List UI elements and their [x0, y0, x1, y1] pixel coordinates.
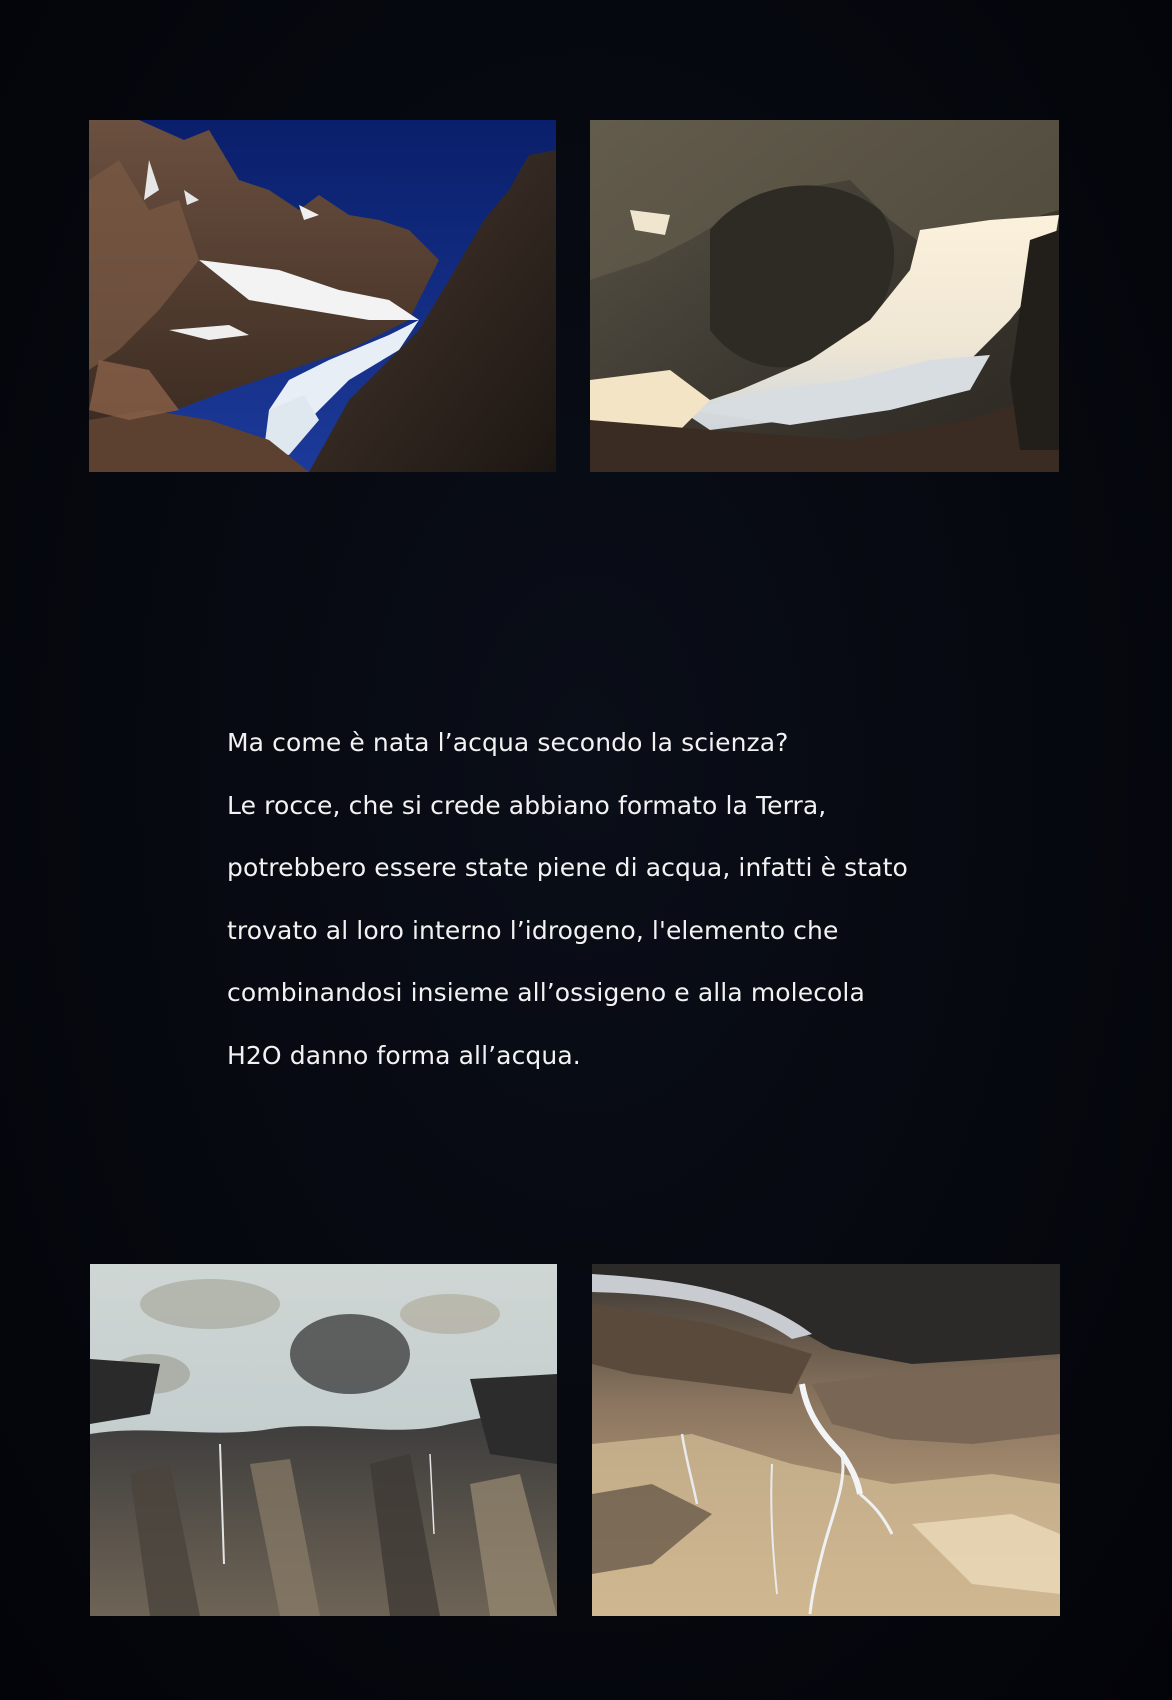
text-line-2: Le rocce, che si crede abbiano formato la Terra, — [227, 790, 827, 820]
text-line-6: H2O danno forma all’acqua. — [227, 1040, 581, 1070]
glacier-tongue-image — [590, 120, 1059, 472]
mountain-peaks-image — [89, 120, 556, 472]
ice-cliff-image — [90, 1264, 557, 1616]
body-text — [227, 712, 987, 1087]
text-line-4: trovato al loro interno l’idrogeno, l'elemento che — [227, 915, 839, 945]
text-line-1: Ma come è nata l’acqua secondo la scienza? — [227, 728, 789, 757]
text-line-3: potrebbero essere state piene di acqua, infatti è stato — [227, 853, 908, 882]
photo-waterfall-slope — [592, 1264, 1060, 1616]
text-line-5: combinandosi insieme all’ossigeno e alla molecola — [227, 978, 865, 1007]
waterfall-slope-image — [592, 1264, 1060, 1616]
photo-mountain-peaks — [89, 120, 556, 472]
photo-ice-cliff — [90, 1264, 557, 1616]
photo-glacier-tongue — [590, 120, 1059, 472]
